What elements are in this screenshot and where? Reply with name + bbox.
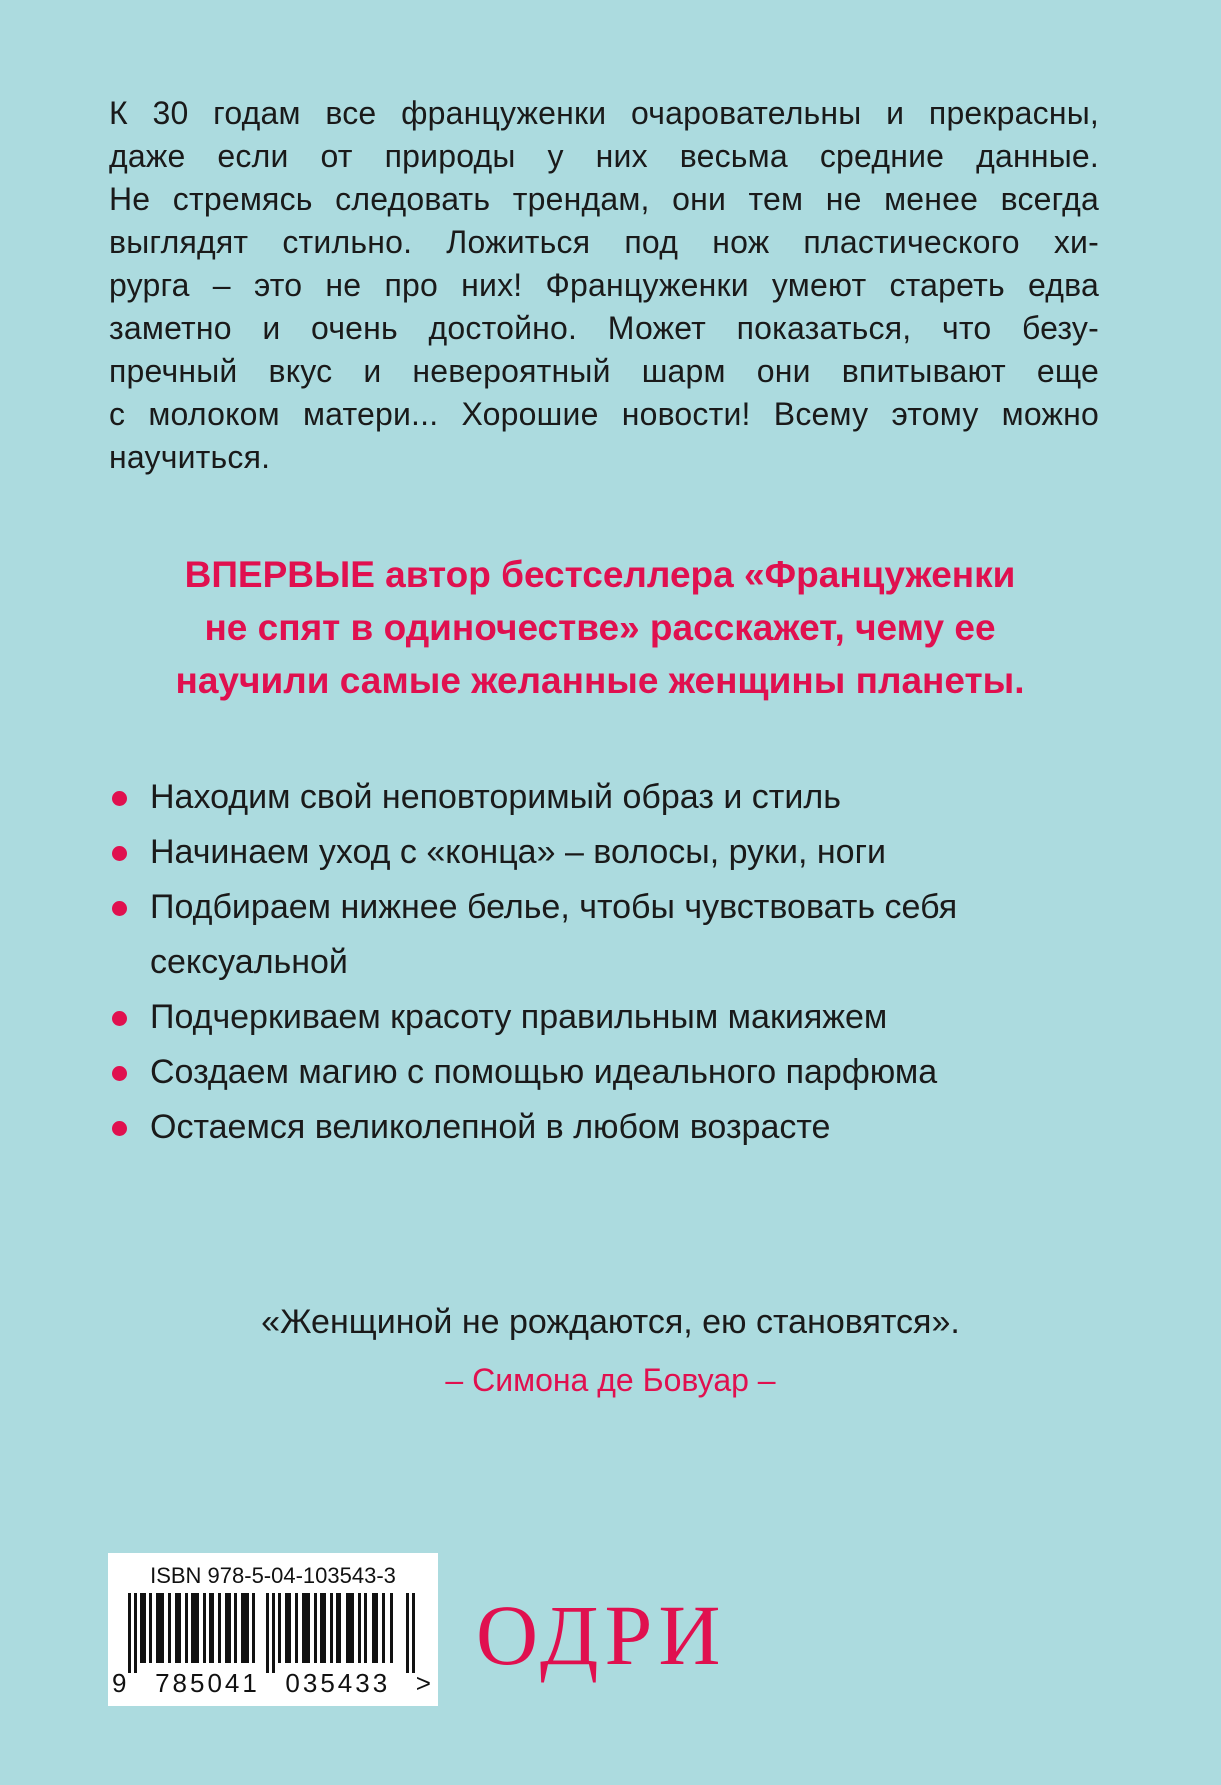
list-item-text: Начинаем уход с «конца» – волосы, руки, ноги	[150, 833, 886, 871]
list-item	[110, 990, 1120, 1045]
bullet-dot-icon	[112, 791, 127, 806]
isbn-barcode	[108, 1553, 438, 1706]
barcode-digit-group: 785041	[155, 1668, 260, 1698]
list-item-text: Находим свой неповторимый образ и стиль	[150, 778, 841, 816]
intro-line: рурга – это не про них! Француженки умеют стареть едва	[109, 267, 1099, 303]
intro-line: Не стремясь следовать трендам, они тем не менее всегда	[109, 181, 1099, 217]
feature-list	[110, 770, 1120, 1155]
quote-author: – Симона де Бовуар –	[445, 1362, 776, 1398]
intro-line: заметно и очень достойно. Может показаться, что безу-	[109, 310, 1099, 346]
intro-line: выглядят стильно. Ложиться под нож пластического хи-	[109, 224, 1099, 260]
isbn-label: ISBN 978-5-04-103543-3	[150, 1563, 396, 1588]
barcode-digits	[112, 1668, 434, 1699]
list-item-text: Подбираем нижнее белье, чтобы чувствовать себя сексуальной	[150, 888, 958, 981]
highlight-blurb	[100, 548, 1100, 707]
list-item	[110, 1100, 1120, 1155]
bullet-dot-icon	[112, 901, 127, 916]
list-item	[110, 825, 1120, 880]
highlight-line: ВПЕРВЫЕ автор бестселлера «Француженки	[184, 554, 1016, 595]
publisher-logo: ОДРИ	[476, 1587, 727, 1683]
bullet-dot-icon	[112, 1121, 127, 1136]
bullet-dot-icon	[112, 1011, 127, 1026]
intro-line: научиться.	[109, 439, 271, 475]
list-item-text: Подчеркиваем красоту правильным макияжем	[150, 998, 888, 1036]
intro-paragraph	[109, 92, 1099, 479]
intro-line: даже если от природы у них весьма средние данные.	[109, 138, 1099, 174]
barcode-bars-icon	[128, 1593, 418, 1673]
quote-text: «Женщиной не рождаются, ею становятся».	[261, 1303, 960, 1341]
intro-line: с молоком матери... Хорошие новости! Всему этому можно	[109, 396, 1099, 432]
list-item-text: Создаем магию с помощью идеального парфюма	[150, 1053, 938, 1091]
highlight-line: научили самые желанные женщины планеты.	[175, 660, 1025, 701]
intro-line: К 30 годам все француженки очаровательны и прекрасны,	[109, 95, 1099, 131]
barcode-digit-group: >	[415, 1668, 434, 1698]
bullet-dot-icon	[112, 1066, 127, 1081]
bullet-dot-icon	[112, 846, 127, 861]
highlight-line: не спят в одиночестве» расскажет, чему ее	[204, 607, 996, 648]
list-item-text: Остаемся великолепной в любом возрасте	[150, 1108, 831, 1146]
barcode-digit-group: 9	[112, 1668, 130, 1698]
barcode-digit-group: 035433	[285, 1668, 391, 1698]
list-item	[110, 880, 970, 990]
list-item	[110, 1045, 1120, 1100]
intro-line: пречный вкус и невероятный шарм они впитывают еще	[109, 353, 1099, 389]
list-item	[110, 770, 1120, 825]
